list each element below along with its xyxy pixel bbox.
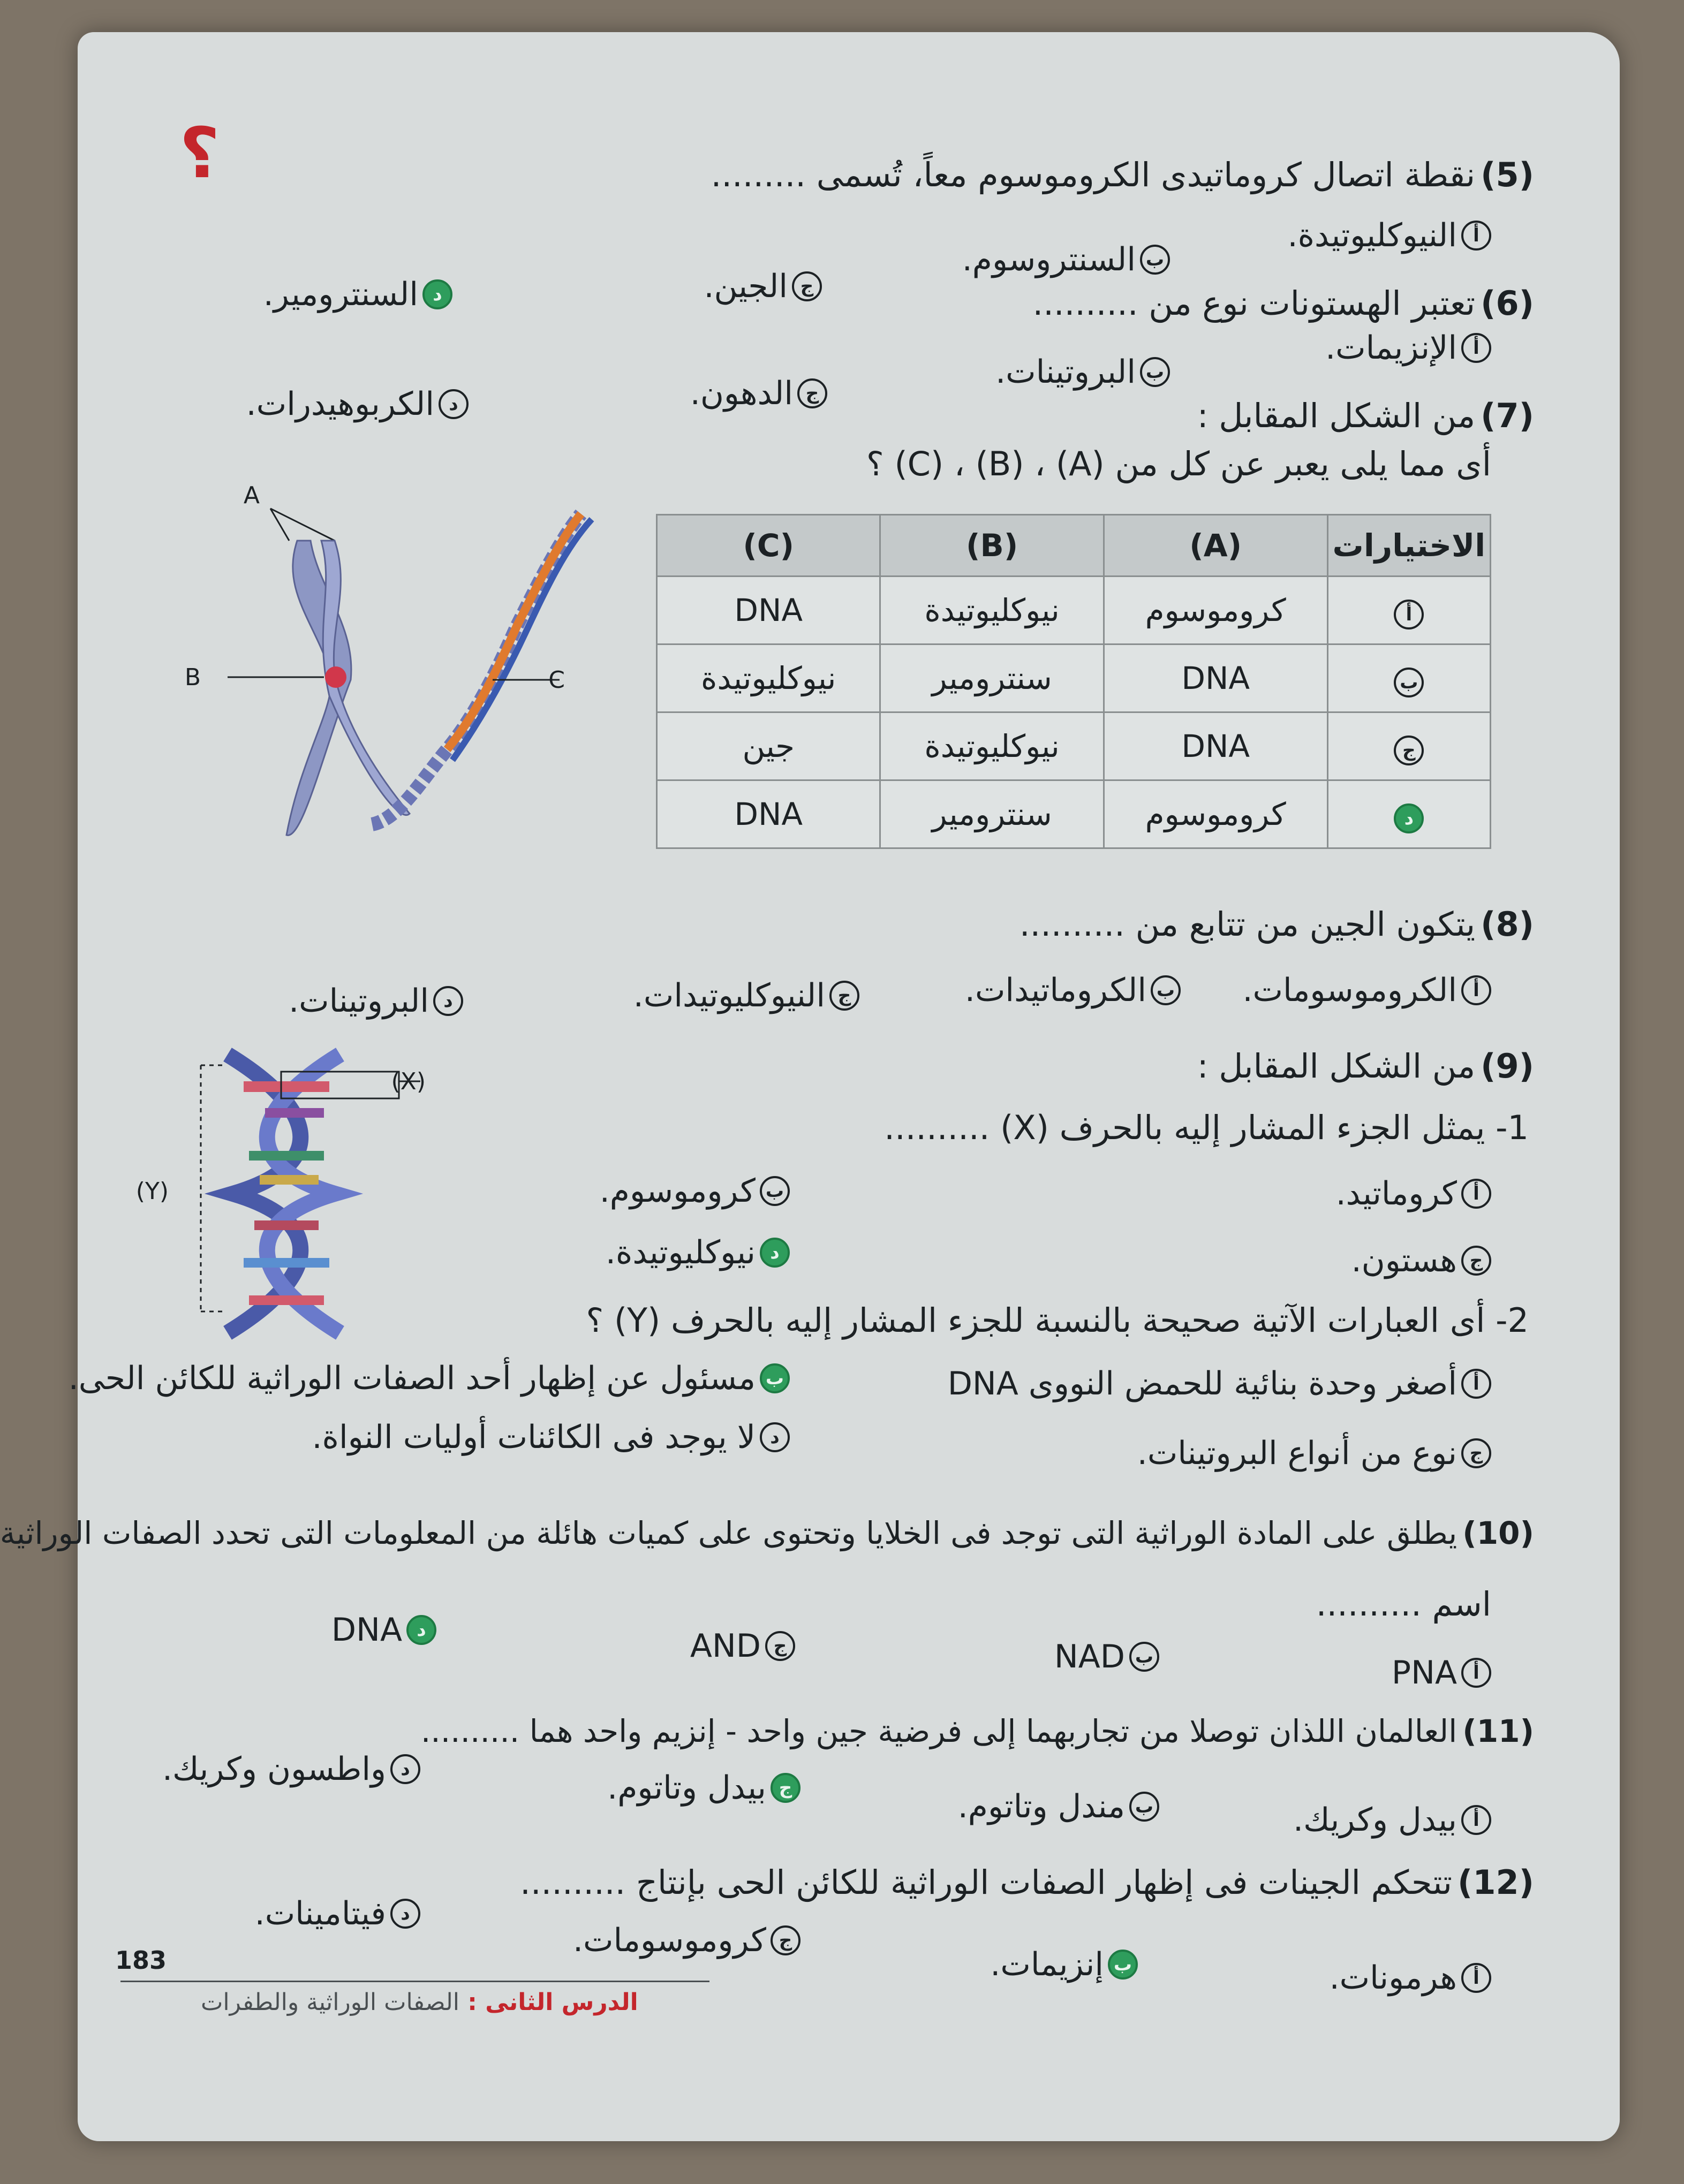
- option-b[interactable]: [965, 972, 1181, 1009]
- base-pair: [254, 1220, 319, 1230]
- question-text: نقطة اتصال كروماتيدى الكروموسوم معاً، تُسمى .........: [711, 155, 1476, 194]
- option-text: الجين.: [704, 268, 788, 305]
- option-letter-circle: أ: [1394, 600, 1424, 630]
- option-a[interactable]: [1336, 1175, 1491, 1212]
- option-text: الإنزيمات.: [1325, 329, 1457, 367]
- option-text: الدهون.: [690, 375, 793, 412]
- table-cell: كروموسوم: [1104, 577, 1327, 644]
- option-b[interactable]: [995, 353, 1170, 391]
- table-header-row: [657, 515, 1491, 577]
- option-text: كروموسوم.: [599, 1172, 756, 1210]
- dna-helix-figure: [135, 1044, 511, 1344]
- dna-strand: [447, 514, 581, 749]
- option-d-correct[interactable]: [606, 1234, 790, 1271]
- option-letter-circle: ب: [1140, 357, 1170, 387]
- question-text: من الشكل المقابل :: [1197, 396, 1476, 435]
- question-6: [1033, 284, 1534, 323]
- answer-check-icon: ب: [1108, 1950, 1138, 1980]
- question-number: (8): [1481, 905, 1534, 944]
- question-number: (5): [1481, 155, 1534, 194]
- option-letter-circle: أ: [1461, 1805, 1491, 1835]
- footer-rule: [120, 1981, 709, 1982]
- option-letter-circle: أ: [1461, 221, 1491, 251]
- option-letter-circle: د: [439, 389, 469, 419]
- question-text: تعتبر الهستونات نوع من ..........: [1032, 284, 1476, 323]
- column-header: (C): [657, 515, 880, 577]
- base-pair: [249, 1295, 324, 1305]
- table-cell: DNA: [1104, 712, 1327, 780]
- option-text: AND: [690, 1627, 761, 1665]
- question-mark-icon: ؟: [179, 112, 220, 194]
- question-11: [421, 1713, 1534, 1750]
- table-cell: DNA: [657, 577, 880, 644]
- chromatid: [286, 541, 351, 835]
- question-9-part-2: 2- أى العبارات الآتية صحيحة بالنسبة للجزء المشار إليه بالحرف (Y) ؟: [586, 1301, 1529, 1340]
- table-cell: سنترومير: [880, 780, 1104, 848]
- question-10: [0, 1515, 1534, 1552]
- option-b[interactable]: [600, 1172, 790, 1210]
- question-number: (10): [1462, 1515, 1534, 1551]
- option-letter-circle: أ: [1461, 1369, 1491, 1399]
- option-text: هستون.: [1351, 1242, 1457, 1279]
- option-letter-circle: ج: [797, 378, 827, 408]
- option-c[interactable]: [704, 268, 822, 305]
- option-text: الكروماتيدات.: [964, 972, 1146, 1009]
- label-y: (Y): [135, 1178, 169, 1205]
- option-text: هرمونات.: [1329, 1959, 1457, 1997]
- option-letter-circle: د: [390, 1754, 420, 1784]
- base-pair: [260, 1175, 319, 1185]
- option-b[interactable]: [962, 241, 1170, 278]
- answer-check-icon: ب: [760, 1363, 790, 1393]
- option-a[interactable]: [1242, 972, 1491, 1009]
- option-text: النيوكليوتيدة.: [1287, 217, 1457, 254]
- answer-check-icon: د: [760, 1238, 790, 1268]
- option-text: DNA: [331, 1611, 402, 1649]
- option-d-correct[interactable]: [331, 1611, 436, 1649]
- option-text: فيتامينات.: [254, 1895, 386, 1932]
- option-letter-circle: أ: [1461, 975, 1491, 1005]
- base-pair: [244, 1258, 329, 1268]
- table-cell: نيوكليوتيدة: [657, 644, 880, 712]
- option-text: مندل وتاتوم.: [957, 1788, 1125, 1825]
- question-5: [711, 155, 1534, 195]
- answer-check-icon: ج: [771, 1773, 801, 1803]
- option-d[interactable]: [289, 982, 463, 1020]
- label-b: B: [184, 664, 201, 691]
- table-cell: نيوكليوتيدة: [880, 712, 1104, 780]
- question-9-part-1: 1- يمثل الجزء المشار إليه بالحرف (X) ..........: [884, 1108, 1529, 1147]
- option-letter-circle: أ: [1461, 1963, 1491, 1993]
- question-9: [1197, 1046, 1534, 1086]
- answer-check-icon: د: [422, 279, 452, 309]
- table-cell: نيوكليوتيدة: [880, 577, 1104, 644]
- option-b-correct[interactable]: [69, 1360, 790, 1397]
- option-text: إنزيمات.: [990, 1946, 1104, 1983]
- option-text: أصغر وحدة بنائية للحمض النووى DNA: [947, 1365, 1457, 1402]
- option-letter-circle: ج: [792, 271, 822, 301]
- option-a[interactable]: [1325, 329, 1491, 367]
- option-letter-circle: ب: [1129, 1792, 1159, 1822]
- question-8: [1020, 905, 1534, 944]
- option-letter-circle: ج: [765, 1631, 795, 1661]
- page-number: 183: [115, 1946, 167, 1975]
- workbook-page: [0, 32, 1620, 2141]
- option-text: كروماتيد.: [1335, 1175, 1457, 1212]
- option-text: السنتروسوم.: [962, 241, 1136, 278]
- option-c[interactable]: [573, 1922, 801, 1959]
- option-d[interactable]: [246, 385, 469, 423]
- table-row[interactable]: [657, 780, 1491, 848]
- choice-cell: [1327, 712, 1490, 780]
- option-c[interactable]: [690, 375, 827, 412]
- option-letter-circle: ب: [1140, 245, 1170, 275]
- option-text: لا يوجد فى الكائنات أوليات النواة.: [312, 1419, 756, 1456]
- option-letter-circle: ج: [1461, 1438, 1491, 1468]
- base-pair: [249, 1151, 324, 1161]
- dna-strand: [452, 519, 592, 760]
- option-text: النيوكليوتيدات.: [633, 977, 825, 1014]
- question-text: العالمان اللذان توصلا من تجاربهما إلى فرضية جين واحد - إنزيم واحد هما ..........: [420, 1713, 1458, 1749]
- question-text: تتحكم الجينات فى إظهار الصفات الوراثية للكائن الحى بإنتاج ..........: [520, 1863, 1453, 1902]
- option-d[interactable]: [312, 1419, 790, 1456]
- table-cell: كروموسوم: [1104, 780, 1327, 848]
- base-pair: [244, 1081, 329, 1092]
- option-d-correct[interactable]: [263, 276, 452, 313]
- column-header: (A): [1104, 515, 1327, 577]
- option-letter-circle: ب: [760, 1176, 790, 1206]
- column-header: (B): [880, 515, 1104, 577]
- question-text: من الشكل المقابل :: [1197, 1046, 1476, 1086]
- label-a: A: [243, 482, 260, 509]
- option-letter-circle: ج: [829, 981, 859, 1011]
- option-d[interactable]: [255, 1895, 420, 1932]
- option-b-correct[interactable]: [990, 1946, 1138, 1983]
- option-letter-circle: د: [760, 1422, 790, 1452]
- option-text: نيوكليوتيدة.: [605, 1234, 756, 1271]
- option-letter-circle: أ: [1461, 1179, 1491, 1209]
- label-c: C: [548, 666, 565, 694]
- option-c[interactable]: [1351, 1242, 1491, 1279]
- option-text: السنترومير.: [263, 276, 418, 313]
- dna-strand: [267, 1055, 340, 1333]
- option-c[interactable]: [633, 977, 859, 1014]
- table-row[interactable]: [657, 577, 1491, 644]
- option-letter-circle: ج: [771, 1925, 801, 1955]
- option-c[interactable]: [1137, 1435, 1491, 1472]
- option-text: بيدل وتاتوم.: [607, 1769, 766, 1807]
- answer-check-icon: د: [1394, 803, 1424, 833]
- option-letter-circle: ب: [1129, 1642, 1159, 1672]
- question-text: يطلق على المادة الوراثية التى توجد فى الخلايا وتحتوى على كميات هائلة من المعلومات التى تحدد الصفات الوراثية: [0, 1515, 1458, 1551]
- table-cell: جين: [657, 712, 880, 780]
- label-x: (X): [391, 1068, 426, 1095]
- question-number: (12): [1458, 1863, 1534, 1902]
- option-b[interactable]: [958, 1788, 1159, 1825]
- option-text: الكروموسومات.: [1242, 972, 1457, 1009]
- option-text: واطسون وكريك.: [162, 1750, 386, 1788]
- option-text: بيدل وكريك.: [1293, 1801, 1457, 1839]
- question-text: يتكون الجين من تتابع من ..........: [1019, 905, 1476, 944]
- option-a[interactable]: [1330, 1959, 1491, 1997]
- choice-cell: [1327, 577, 1490, 644]
- option-letter-circle: ب: [1151, 975, 1181, 1005]
- option-d[interactable]: [162, 1750, 420, 1788]
- centromere-marker: [325, 666, 346, 688]
- base-pair: [265, 1108, 324, 1118]
- option-c-correct[interactable]: [607, 1769, 801, 1807]
- option-text: البروتينات.: [289, 982, 429, 1020]
- column-header: الاختيارات: [1327, 515, 1490, 577]
- lesson-label: الدرس الثانى :: [467, 1989, 638, 2016]
- option-b[interactable]: [1054, 1638, 1159, 1675]
- option-text: مسئول عن إظهار أحد الصفات الوراثية للكائن الحى.: [68, 1360, 756, 1397]
- option-text: NAD: [1054, 1638, 1125, 1675]
- choice-cell: [1327, 644, 1490, 712]
- table-cell: سنترومير: [880, 644, 1104, 712]
- question-7: [1197, 396, 1534, 436]
- option-a[interactable]: [1392, 1654, 1491, 1692]
- option-letter-circle: أ: [1461, 333, 1491, 363]
- lesson-title: الصفات الوراثية والطفرات: [201, 1989, 459, 2016]
- table-cell: DNA: [1104, 644, 1327, 712]
- option-text: البروتينات.: [995, 353, 1136, 391]
- option-letter-circle: ج: [1461, 1246, 1491, 1276]
- page-content: [0, 32, 1534, 2141]
- option-text: PNA: [1391, 1654, 1457, 1692]
- option-text: الكربوهيدرات.: [246, 385, 434, 423]
- option-letter-circle: د: [390, 1899, 420, 1929]
- table-row[interactable]: [657, 712, 1491, 780]
- question-number: (11): [1462, 1713, 1534, 1749]
- option-c[interactable]: [690, 1627, 795, 1665]
- question-number: (6): [1481, 284, 1534, 323]
- option-letter-circle: أ: [1461, 1658, 1491, 1688]
- question-12: [520, 1863, 1534, 1902]
- option-letter-circle: ج: [1394, 735, 1424, 765]
- option-text: كروموسومات.: [572, 1922, 766, 1959]
- question-10-line-2: اسم ..........: [1316, 1584, 1491, 1624]
- option-a[interactable]: [1288, 217, 1492, 254]
- option-a[interactable]: [1293, 1801, 1491, 1839]
- option-text: نوع من أنواع البروتينات.: [1137, 1435, 1457, 1472]
- option-letter-circle: ب: [1394, 668, 1424, 697]
- option-letter-circle: د: [433, 986, 463, 1016]
- table-cell: DNA: [657, 780, 880, 848]
- question-7-prompt: أى مما يلى يعبر عن كل من (A) ، (B) ، (C) ؟: [866, 444, 1491, 483]
- option-a[interactable]: [948, 1365, 1491, 1402]
- chromosome-dna-figure: [184, 450, 624, 856]
- choices-table: [656, 514, 1491, 849]
- footer-lesson: [201, 1989, 638, 2016]
- question-number: (9): [1481, 1046, 1534, 1086]
- choice-cell: [1327, 780, 1490, 848]
- table-row[interactable]: [657, 644, 1491, 712]
- answer-check-icon: د: [406, 1615, 436, 1645]
- question-number: (7): [1481, 396, 1534, 435]
